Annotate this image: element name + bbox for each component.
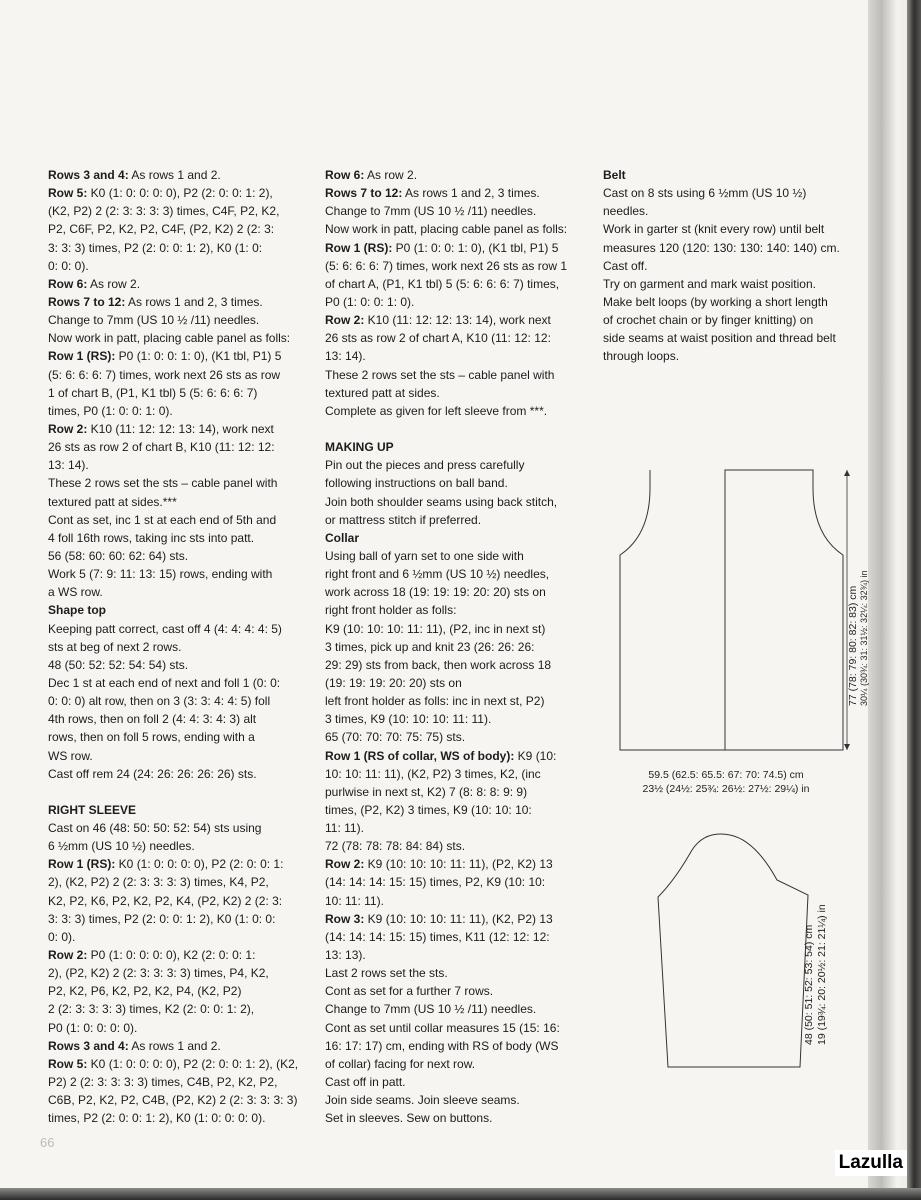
text-run: Pin out the pieces and press carefully [325,458,525,473]
sleeve-length-cm: 48 (50: 51: 52: 53: 54) cm [803,924,815,1045]
body-length-in: 30¼ (30¾: 31: 31½: 32¼: 32¾) in [859,570,869,706]
bold-run: Row 5: [48,186,88,201]
text-line [48,166,310,184]
text-run: 4 foll 16th rows, taking inc sts into patt. [48,530,255,545]
text-line [325,928,585,946]
bold-run: Row 2: [325,313,365,328]
text-run: 2 (2: 3: 3: 3: 3) times, K2 (2: 0: 0: 1: 2), [48,1002,255,1017]
text-line [48,474,310,492]
text-run: Change to 7mm (US 10 ½ /11) needles. [325,1002,537,1017]
text-line [48,257,310,275]
text-line [325,257,585,275]
text-line [325,456,585,474]
text-line [603,293,858,311]
text-line [325,565,585,583]
sleeve-outline [658,834,808,1067]
text-run: Set in sleeves. Sew on buttons. [325,1111,493,1126]
text-run: Cont as set for a further 7 rows. [325,984,494,999]
text-line [325,946,585,964]
text-line [48,220,310,238]
text-line [603,220,858,238]
text-line [325,656,585,674]
text-line [48,837,310,855]
text-run: 13: 14). [325,349,366,364]
text-run: Cast off. [603,258,648,273]
text-line [325,601,585,619]
text-line [325,166,585,184]
text-run: Try on garment and mark waist position. [603,276,816,291]
bold-run: Row 1 (RS of collar, WS of body): [325,748,515,763]
text-line [48,765,310,783]
text-run: Now work in patt, placing cable panel as folls: [48,331,291,346]
page-bottom-edge [0,1188,921,1200]
text-line [325,710,585,728]
text-line [48,438,310,456]
text-run: P2) 2 (2: 3: 3: 3: 3) times, C4B, P2, K2, P2, [48,1075,278,1090]
text-line [603,166,858,184]
uploader-watermark: Lazulla [835,1150,907,1176]
text-line [48,801,310,819]
bold-run: Rows 7 to 12: [325,186,403,201]
text-run: K0 (1: 0: 0: 0: 0), P2 (2: 0: 0: 1: [115,857,284,872]
text-line [48,511,310,529]
text-run: Cast off in patt. [325,1075,406,1090]
body-length-cm: 77 (78: 79: 80: 82: 83) cm [847,585,859,706]
text-line [48,1019,310,1037]
text-run: 65 (70: 70: 70: 75: 75) sts. [325,730,466,745]
text-run: 11: 11). [325,821,364,836]
text-line [48,710,310,728]
text-line [325,474,585,492]
text-line [325,202,585,220]
text-run: textured patt at sides.*** [48,494,177,509]
text-run: 26 sts as row 2 of chart B, K10 (11: 12: 12: [48,440,275,455]
text-line [325,366,585,384]
bold-run: Belt [603,168,626,182]
text-line [48,638,310,656]
text-line [325,493,585,511]
text-run: following instructions on ball band. [325,476,508,491]
text-run: Using ball of yarn set to one side with [325,548,524,563]
text-run: a WS row. [48,585,103,600]
text-line [48,366,310,384]
text-run: sts at beg of next 2 rows. [48,639,182,654]
text-line [325,674,585,692]
text-run: 56 (58: 60: 60: 62: 64) sts. [48,548,189,563]
text-line [48,1073,310,1091]
text-run: 0: 0: 0) alt row, then on 3 (3: 3: 4: 4: 5) foll [48,694,271,709]
bold-run: Rows 3 and 4: [48,1038,129,1053]
text-run: of collar) facing for next row. [325,1056,476,1071]
text-line [48,1055,310,1073]
bold-run: Row 1 (RS): [48,349,116,364]
text-line [603,239,858,257]
text-run: times, P2 (2: 0: 0: 1: 2), K0 (1: 0: 0: 0: 0). [48,1111,266,1126]
text-run: Dec 1 st at each end of next and foll 1 (0: 0: [48,675,281,690]
blank-line [48,783,310,801]
text-run: Work in garter st (knit every row) until belt [603,222,825,237]
body-width-cm: 59.5 (62.5: 65.5: 67: 70: 74.5) cm [648,769,804,781]
text-run: 3 times, pick up and knit 23 (26: 26: 26: [325,639,535,654]
body-length-arrow-bottom-head [844,744,850,750]
text-line [325,511,585,529]
text-line [48,982,310,1000]
text-line [325,783,585,801]
text-run: measures 120 (120: 130: 130: 140: 140) cm. [603,240,840,255]
text-run: Cont as set until collar measures 15 (15: 16: [325,1020,560,1035]
text-line [325,547,585,565]
text-run: Cont as set, inc 1 st at each end of 5th and [48,512,277,527]
text-line [48,1037,310,1055]
text-run: through loops. [603,349,680,364]
text-run: 72 (78: 78: 78: 84: 84) sts. [325,839,466,854]
text-line [48,692,310,710]
text-run: rows, then on foll 5 rows, ending with a [48,730,255,745]
text-run: Now work in patt, placing cable panel as folls: [325,222,568,237]
text-run: These 2 rows set the sts – cable panel with [48,476,278,491]
bold-run: Row 1 (RS): [325,240,393,255]
text-line [325,692,585,710]
text-line [325,1055,585,1073]
text-line [603,329,858,347]
text-run: work across 18 (19: 19: 19: 20: 20) sts on [325,585,546,600]
text-run: 3: 3: 3) times, P2 (2: 0: 0: 1: 2), K0 (1: 0: 0: [48,911,276,926]
text-line [325,873,585,891]
text-run: Cast on 8 sts using 6 ½mm (US 10 ½) [603,186,807,201]
text-run: left front holder as folls: inc in next st, P2) [325,694,545,709]
sleeve-length-in: 19 (19¾: 20: 20½: 21: 21¼) in [816,904,828,1045]
text-run: right front holder as folls: [325,603,457,618]
text-line [325,819,585,837]
text-run: P2, C6F, P2, K2, P2, C4F, (P2, K2) 2 (2: 3: [48,222,275,237]
text-run: 16: 17: 17) cm, ending with RS of body (WS [325,1038,559,1053]
text-line [325,220,585,238]
text-run: Complete as given for left sleeve from ***. [325,403,548,418]
text-line [48,819,310,837]
text-line [325,402,585,420]
column-left-sleeve-text [48,166,310,1127]
text-line [48,493,310,511]
text-line [325,1073,585,1091]
text-run: 6 ½mm (US 10 ½) needles. [48,839,195,854]
text-run: Join side seams. Join sleeve seams. [325,1093,520,1108]
text-run: P0 (1: 0: 0: 1: 0), (K1 tbl, P1) 5 [392,240,559,255]
text-line [603,257,858,275]
text-line [48,547,310,565]
text-run: As rows 1 and 2. [128,1038,221,1053]
bold-run: Row 6: [48,276,88,291]
text-run: 2), (K2, P2) 2 (2: 3: 3: 3: 3) times, K4, P2, [48,875,269,890]
text-run: P0 (1: 0: 0: 1: 0), (K1 tbl, P1) 5 [115,349,282,364]
text-line [325,438,585,456]
bold-run: Row 6: [325,168,365,182]
bold-run: Shape top [48,603,107,618]
book-spine-shadow [907,0,921,1200]
blank-line [325,420,585,438]
text-line [325,910,585,928]
text-line [48,347,310,365]
text-run: (19: 19: 19: 20: 20) sts on [325,675,462,690]
text-run: side seams at waist position and thread belt [603,331,836,346]
text-run: 3: 3: 3) times, P2 (2: 0: 0: 1: 2), K0 (1: 0: [48,240,263,255]
bold-run: RIGHT SLEEVE [48,802,137,817]
text-line [603,347,858,365]
text-run: purlwise in next st, K2) 7 (8: 8: 8: 9: 9) [325,784,528,799]
text-line [48,583,310,601]
bold-run: Row 1 (RS): [48,857,116,872]
text-run: (5: 6: 6: 6: 7) times, work next 26 sts as row 1 [325,258,568,273]
text-line [325,855,585,873]
text-line [603,202,858,220]
text-run: 1 of chart B, (P1, K1 tbl) 5 (5: 6: 6: 6: 7) [48,385,258,400]
text-run: K10 (11: 12: 12: 13: 14), work next [364,313,551,328]
text-run: 26 sts as row 2 of chart A, K10 (11: 12: 12: [325,331,551,346]
text-line [325,837,585,855]
text-run: As rows 1 and 2, 3 times. [402,186,540,201]
text-run: 10: 10: 11: 11), (K2, P2) 3 times, K2, (inc [325,766,541,781]
text-line [48,275,310,293]
text-run: of chart A, (P1, K1 tbl) 5 (5: 6: 6: 6: 7) times, [325,276,560,291]
text-line [48,855,310,873]
text-line [325,1037,585,1055]
text-run: times, (P2, K2) 3 times, K9 (10: 10: 10: [325,802,532,817]
text-run: K0 (1: 0: 0: 0: 0), P2 (2: 0: 0: 1: 2), [87,186,273,201]
text-run: 3 times, K9 (10: 10: 10: 11: 11). [325,712,492,727]
bold-run: Rows 3 and 4: [48,168,129,182]
text-run: K2, P2, K6, P2, K2, P2, K4, (P2, K2) 2 (2: 3: [48,893,283,908]
bold-run: Row 3: [325,911,365,926]
text-run: As rows 1 and 2, 3 times. [125,294,263,309]
text-line [48,311,310,329]
text-run: 13: 13). [325,948,366,963]
text-run: 48 (50: 52: 52: 54: 54) sts. [48,657,189,672]
text-line [48,873,310,891]
text-run: K9 (10: 10: 10: 11: 11), (P2, inc in next st) [325,621,546,636]
bold-run: Row 2: [48,421,88,436]
text-line [48,1109,310,1127]
text-run: P0 (1: 0: 0: 0: 0), K2 (2: 0: 0: 1: [87,948,256,963]
text-line [325,1109,585,1127]
text-line [48,565,310,583]
body-schematic-diagram [603,460,868,760]
text-line [325,529,585,547]
text-line [325,1091,585,1109]
text-line [325,982,585,1000]
text-line [48,384,310,402]
text-run: 2), (P2, K2) 2 (2: 3: 3: 3: 3) times, P4, K2, [48,966,269,981]
text-run: Change to 7mm (US 10 ½ /11) needles. [48,313,260,328]
text-run: 10: 11: 11). [325,893,384,908]
text-line [325,293,585,311]
text-line [325,1000,585,1018]
text-line [325,275,585,293]
text-line [48,910,310,928]
text-run: Change to 7mm (US 10 ½ /11) needles. [325,204,537,219]
body-length-arrow-top-head [844,470,850,476]
text-line [48,946,310,964]
text-line [325,801,585,819]
text-line [325,747,585,765]
text-line [48,184,310,202]
text-line [48,239,310,257]
text-run: K9 (10: 10: 10: 11: 11), (K2, P2) 13 [364,911,553,926]
text-run: Cast on 46 (48: 50: 50: 52: 54) sts using [48,821,262,836]
text-line [603,311,858,329]
text-line [325,728,585,746]
text-line [48,202,310,220]
text-line [48,964,310,982]
text-run: K9 (10: 10: 10: 11: 11), (P2, K2) 13 [364,857,553,872]
text-line [48,329,310,347]
text-run: 29: 29) sts from back, then work across 18 [325,657,552,672]
text-run: textured patt at sides. [325,385,440,400]
text-line [325,329,585,347]
text-line [48,601,310,619]
text-line [48,456,310,474]
bold-run: Collar [325,530,360,545]
text-run: (14: 14: 14: 15: 15) times, P2, K9 (10: 10: [325,875,546,890]
text-run: K10 (11: 12: 12: 13: 14), work next [87,421,274,436]
text-line [325,184,585,202]
page-number: 66 [40,1135,55,1150]
text-run: 13: 14). [48,458,89,473]
text-run: needles. [603,204,649,219]
text-run: (5: 6: 6: 6: 7) times, work next 26 sts as row [48,367,281,382]
text-run: (14: 14: 14: 15: 15) times, K11 (12: 12: 12: [325,929,550,944]
column-belt-text [603,166,858,366]
text-line [48,728,310,746]
text-run: of crochet chain or by finger knitting) on [603,313,814,328]
text-line [325,311,585,329]
text-run: K9 (10: [514,748,557,763]
text-run: K0 (1: 0: 0: 0: 0), P2 (2: 0: 0: 1: 2), (K2, [87,1056,299,1071]
text-line [325,1019,585,1037]
text-line [325,892,585,910]
text-run: Keeping patt correct, cast off 4 (4: 4: 4: 4: 5) [48,621,282,636]
body-width-in: 23½ (24½: 25¾: 26½: 27½: 29¼) in [642,783,810,795]
text-run: As row 2. [364,168,418,182]
text-line [325,765,585,783]
text-line [48,674,310,692]
text-line [603,275,858,293]
text-line [48,928,310,946]
column-making-up-text [325,166,585,1127]
text-line [48,529,310,547]
bold-run: Row 2: [48,948,88,963]
text-run: As row 2. [87,276,141,291]
text-line [48,620,310,638]
body-outline [620,470,843,750]
text-line [603,184,858,202]
bold-run: Row 2: [325,857,365,872]
text-run: C6B, P2, K2, P2, C4B, (P2, K2) 2 (2: 3: 3: 3: 3) [48,1093,298,1108]
bold-run: Rows 7 to 12: [48,294,126,309]
text-line [325,384,585,402]
text-line [325,347,585,365]
text-line [48,402,310,420]
text-run: times, P0 (1: 0: 0: 1: 0). [48,403,173,418]
text-line [48,293,310,311]
text-line [48,420,310,438]
text-line [325,964,585,982]
text-run: right front and 6 ½mm (US 10 ½) needles, [325,567,550,582]
text-line [48,656,310,674]
text-run: WS row. [48,748,93,763]
text-run: Last 2 rows set the sts. [325,966,448,981]
text-run: or mattress stitch if preferred. [325,512,482,527]
text-run: As rows 1 and 2. [128,168,221,182]
bold-run: Row 5: [48,1056,88,1071]
text-run: These 2 rows set the sts – cable panel with [325,367,555,382]
text-line [325,620,585,638]
text-run: Join both shoulder seams using back stitch, [325,494,558,509]
bold-run: MAKING UP [325,440,394,455]
text-line [48,892,310,910]
text-run: P0 (1: 0: 0: 1: 0). [325,294,415,309]
text-run: Work 5 (7: 9: 11: 13: 15) rows, ending with [48,567,273,582]
text-line [325,583,585,601]
text-run: 0: 0). [48,929,76,944]
text-run: Cast off rem 24 (24: 26: 26: 26: 26) sts. [48,766,257,781]
text-line [48,1091,310,1109]
text-line [325,638,585,656]
text-line [48,747,310,765]
text-run: 4th rows, then on foll 2 (4: 4: 3: 4: 3) alt [48,712,257,727]
text-line [325,239,585,257]
text-run: 0: 0: 0). [48,258,89,273]
text-line [48,1000,310,1018]
text-run: (K2, P2) 2 (2: 3: 3: 3: 3) times, C4F, P2, K2, [48,204,280,219]
text-run: Make belt loops (by working a short length [603,294,828,309]
text-run: P2, K2, P6, K2, P2, K2, P4, (K2, P2) [48,984,242,999]
text-run: P0 (1: 0: 0: 0: 0). [48,1020,138,1035]
